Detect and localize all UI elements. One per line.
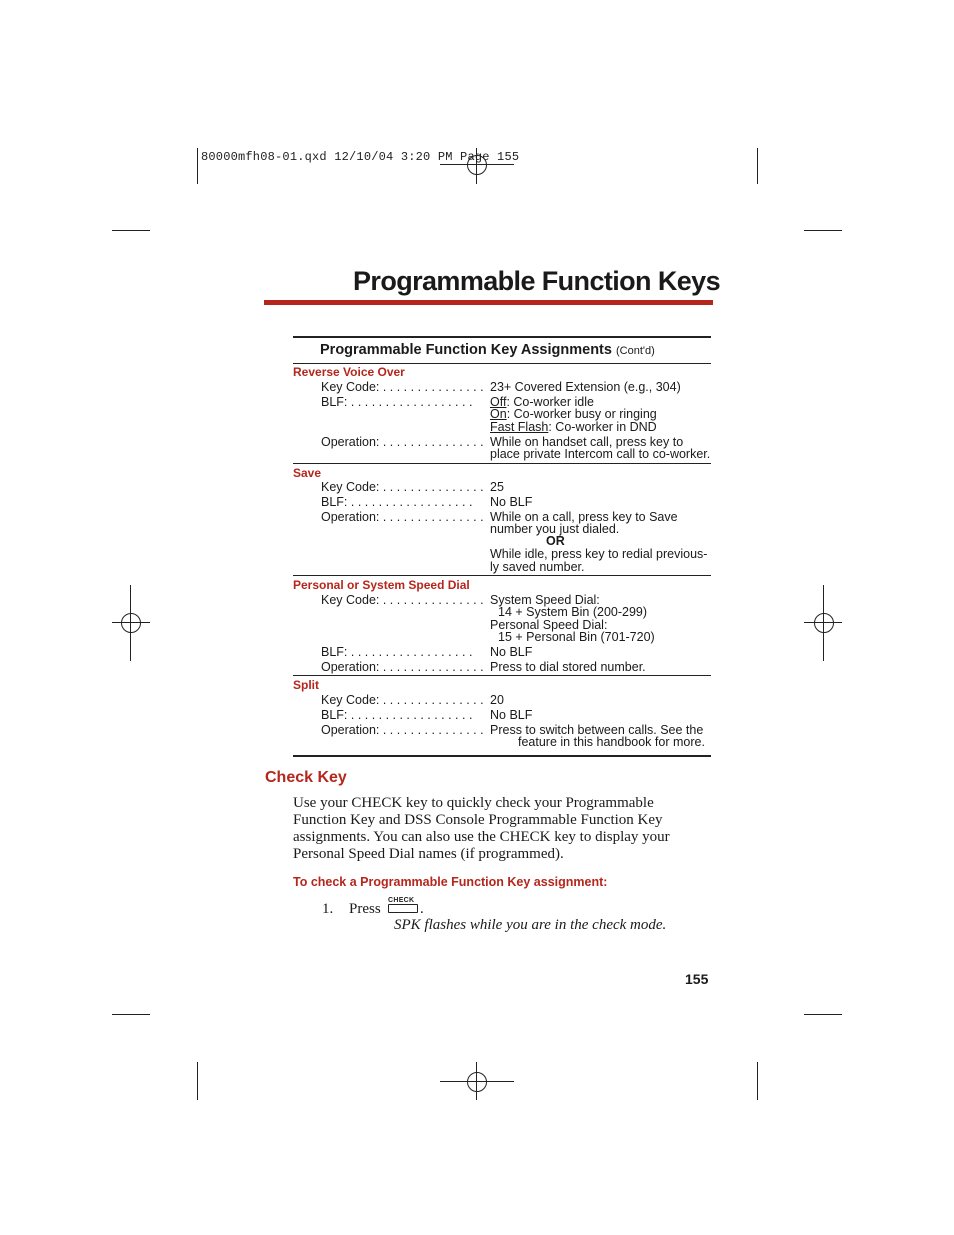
crop-mark [804, 230, 842, 231]
row-label: BLF: . . . . . . . . . . . . . . . . . . [321, 645, 473, 659]
registration-line [112, 622, 150, 623]
crop-mark [112, 230, 150, 231]
key-outline [388, 904, 418, 913]
registration-circle-icon [121, 613, 141, 633]
table-title-suffix: (Cont'd) [615, 345, 655, 357]
or-separator: OR [546, 534, 565, 548]
row-value: 20 [490, 693, 504, 707]
crop-mark [197, 1062, 198, 1100]
row-label: Operation: . . . . . . . . . . . . . . . [321, 435, 484, 449]
row-label: BLF: . . . . . . . . . . . . . . . . . . [321, 495, 473, 509]
registration-line [804, 622, 842, 623]
registration-circle-icon [814, 613, 834, 633]
paragraph-line: Function Key and DSS Console Programmable Function Key [293, 812, 663, 828]
registration-line [440, 1081, 514, 1082]
step-note: SPK flashes while you are in the check mode. [394, 917, 667, 933]
crop-mark [757, 1062, 758, 1100]
table-rule [293, 675, 711, 676]
paragraph-line: Personal Speed Dial names (if programmed). [293, 846, 564, 862]
row-value: 15 + Personal Bin (701-720) [498, 630, 655, 644]
row-value: No BLF [490, 708, 533, 722]
section-heading-split: Split [293, 678, 319, 692]
row-value: While on a call, press key to Save [490, 510, 678, 524]
section-heading-reverse-voice-over: Reverse Voice Over [293, 365, 405, 379]
step-end: . [420, 901, 424, 917]
paragraph-line: assignments. You can also use the CHECK key to display your [293, 829, 670, 845]
blf-desc: : Co-worker in DND [548, 420, 657, 434]
step-text: Press [349, 901, 381, 917]
row-value: 23+ Covered Extension (e.g., 304) [490, 380, 681, 394]
row-label: BLF: . . . . . . . . . . . . . . . . . . [321, 395, 473, 409]
table-bottom-rule [293, 755, 711, 757]
paragraph-line: Use your CHECK key to quickly check your Programmable [293, 795, 654, 811]
blf-desc: : Co-worker idle [506, 395, 594, 409]
row-label: Operation: . . . . . . . . . . . . . . . [321, 510, 484, 524]
row-value: No BLF [490, 645, 533, 659]
row-value: 25 [490, 480, 504, 494]
row-value: place private Intercom call to co-worker. [490, 447, 711, 461]
procedure-subheading: To check a Programmable Function Key assignment: [293, 875, 608, 889]
title-rule [264, 300, 713, 305]
table-rule [293, 463, 711, 464]
row-value: While idle, press key to redial previous- [490, 547, 708, 561]
row-label: Key Code: . . . . . . . . . . . . . . . [321, 693, 484, 707]
blf-state: Fast Flash [490, 420, 549, 434]
row-value: feature in this handbook for more. [518, 735, 705, 749]
registration-line [823, 585, 824, 661]
blf-state: Off [490, 395, 507, 409]
row-value: System Speed Dial: [490, 593, 600, 607]
row-value: 14 + System Bin (200-299) [498, 605, 648, 619]
row-label: Key Code: . . . . . . . . . . . . . . . [321, 480, 484, 494]
crop-mark [197, 148, 198, 184]
table-rule [293, 363, 711, 364]
check-key-paragraph [293, 795, 670, 863]
row-value [490, 421, 657, 434]
registration-line [130, 585, 131, 661]
row-value: Press to switch between calls. See the [490, 723, 704, 737]
registration-line [440, 164, 514, 165]
row-value: ly saved number. [490, 560, 585, 574]
row-label: Key Code: . . . . . . . . . . . . . . . [321, 593, 484, 607]
table-title [320, 342, 655, 358]
row-value: While on handset call, press key to [490, 435, 684, 449]
crop-mark [757, 148, 758, 184]
registration-circle-icon [467, 1072, 487, 1092]
table-rule [293, 575, 711, 576]
check-key-icon [388, 897, 418, 913]
row-label: BLF: . . . . . . . . . . . . . . . . . . [321, 708, 473, 722]
row-value: No BLF [490, 495, 533, 509]
slug-line: 80000mfh08-01.qxd 12/10/04 3:20 PM Page 155 [201, 150, 520, 164]
section-heading-save: Save [293, 466, 322, 480]
step-number: 1. [322, 901, 334, 917]
page-title: Programmable Function Keys [353, 266, 720, 296]
page-number: 155 [685, 971, 709, 987]
row-value: number you just dialed. [490, 522, 620, 536]
crop-mark [804, 1014, 842, 1015]
blf-state: On [490, 407, 507, 421]
crop-mark [112, 1014, 150, 1015]
row-label: Operation: . . . . . . . . . . . . . . . [321, 660, 484, 674]
blf-desc: : Co-worker busy or ringing [506, 407, 657, 421]
row-value: Personal Speed Dial: [490, 618, 608, 632]
row-label: Operation: . . . . . . . . . . . . . . . [321, 723, 484, 737]
row-value: Press to dial stored number. [490, 660, 646, 674]
check-key-heading: Check Key [265, 769, 347, 786]
table-title-text: Programmable Function Key Assignments [320, 342, 612, 358]
check-key-label: CHECK [388, 897, 415, 904]
section-heading-speed-dial: Personal or System Speed Dial [293, 578, 470, 592]
row-label: Key Code: . . . . . . . . . . . . . . . [321, 380, 484, 394]
table-top-rule [293, 336, 711, 338]
